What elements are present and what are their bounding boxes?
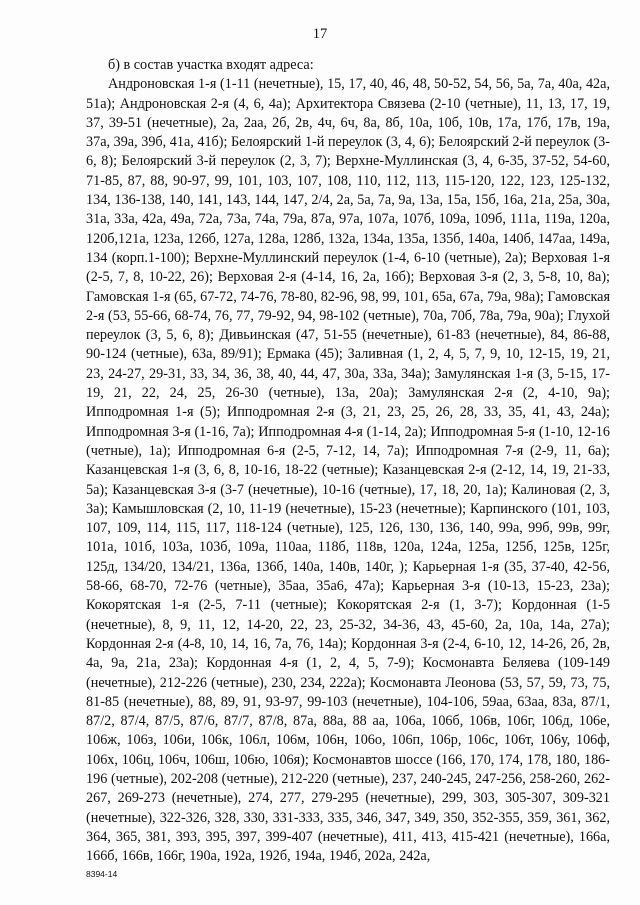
- address-list-paragraph: Андроновская 1-я (1-11 (нечетные), 15, 17, 40, 46, 48, 50-52, 54, 56, 5а, 7а, 40а, 42а, 51а); Андроновская 2-я (4, 6, 4а); Архитектора Связева (2-10 (четные), 11, 13, 17, 19, 37, 39-51 (нечетные), 2а, 2аа, 2б, 2в, 4ч, 6ч, 8а, 8б, 10а, 10б, 10в, 17а, 17б, 17в, 19а, 37а, 39а, 39б, 41а, 41б); Белоярский 1-й переулок (3, 4, 6); Белоярский 2-й переулок (3-6, 8); Белоярский 3-й переулок (2, 3, 7); Верхне-Муллинская (3, 4, 6-35, 37-52, 54-60, 71-85, 87, 88, 90-97, 99, 101, 103, 107, 108, 110, 112, 113, 115-120, 122, 123, 125-132, 134, 136-138, 140, 141, 143, 144, 147, 2/4, 2а, 5а, 7а, 9а, 13а, 15а, 15б, 16а, 21а, 25а, 30а, 31а, 33а, 42а, 49а, 72а, 73а, 74а, 79а, 87а, 97а, 107а, 107б, 109а, 109б, 111а, 119а, 120а, 120б,121а, 123а, 126б, 127а, 128а, 128б, 132а, 134а, 135а, 135б, 140а, 140б, 147аа, 149а, 134 (корп.1-100); Верхне-Муллинский переулок (1-4, 6-10 (четные), 2а); Верховая 1-я (2-5, 7, 8, 10-22, 26); Верховая 2-я (4-14, 16, 2а, 16б); Верховая 3-я (2, 3, 5-8, 10, 8а); Гамовская 1-я (65, 67-72, 74-76, 78-80, 82-96, 98, 99, 101, 65а, 67а, 79а, 98а); Гамовская 2-я (53, 55-66, 68-74, 76, 77, 79-92, 94, 98-102 (четные), 70а, 70б, 78а, 79а, 90а); Глухой переулок (3, 5, 6, 8); Дивьинская (47, 51-55 (нечетные), 61-83 (нечетные), 84, 86-88, 90-124 (четные), 63а, 89/91); Ермака (45); Заливная (1, 2, 4, 5, 7, 9, 10, 12-15, 19, 21, 23, 24-27, 29-31, 33, 34, 36, 38, 40, 44, 47, 30а, 33а, 34а); Замулянская 1-я (3, 5-15, 17-19, 21, 22, 24, 25, 26-30 (четные), 13а, 20а); Замулянская 2-я (2, 4-10, 9а); Ипподромная 1-я (5); Ипподромная 2-я (3, 21, 23, 25, 26, 28, 33, 35, 41, 43, 24а); Ипподромная 3-я (1-16, 7а); Ипподромная 4-я (1-14, 2а); Ипподромная 5-я (1-10, 12-16 (четные), 1а); Ипподромная 6-я (2-5, 7-12, 14, 7а); Ипподромная 7-я (2-9, 11, 6а); Казанцевская 1-я (3, 6, 8, 10-16, 18-22 (четные); Казанцевская 2-я (2-12, 14, 19, 21-33, 5а); Казанцевская 3-я (3-7 (нечетные), 10-16 (четные), 17, 18, 20, 1а); Калиновая (2, 3, 3а); Камышловская (2, 10, 11-19 (нечетные), 15-23 (нечетные); Карпинского (101, 103, 107, 109, 114, 115, 117, 118-124 (четные), 125, 126, 130, 136, 140, 99а, 99б, 99в, 99г, 101а, 101б, 103а, 103б, 109а, 110аа, 118б, 118в, 120а, 124а, 125а, 125б, 125в, 125г, 125д, 134/20, 134/21, 136а, 136б, 140а, 140в, 140г, ); Карьерная 1-я (35, 37-40, 42-56, 58-66, 68-70, 72-76 (четные), 35аа, 35а6, 47а); Карьерная 3-я (10-13, 15-23, 23а); Кокорятская 1-я (2-5, 7-11 (четные); Кокорятская 2-я (1, 3-7); Кордонная (1-5 (нечетные), 8, 9, 11, 12, 14-20, 22, 23, 25-32, 34-36, 43, 45-60, 2а, 10а, 14а, 27а); Кордонная 2-я (4-8, 10, 14, 16, 7а, 76, 14а); Кордонная 3-я (2-4, 6-10, 12, 14-26, 2б, 2в, 4а, 9а, 21а, 23а); Кордонная 4-я (1, 2, 4, 5, 7-9); Космонавта Беляева (109-149 (нечетные), 212-226 (четные), 230, 234, 222а); Космонавта Леонова (53, 57, 59, 73, 75, 81-85 (нечетные), 88, 89, 91, 93-97, 99-103 (нечетные), 104-106, 59аа, 63аа, 83а, 87/1, 87/2, 87/4, 87/5, 87/6, 87/7, 87/8, 87а, 88а, 88 аа, 106а, 106б, 106в, 106г, 106д, 106е, 106ж, 106з, 106и, 106к, 106л, 106м, 106н, 106о, 106п, 106р, 106с, 106т, 106у, 106ф, 106х, 106ц, 106ч, 106ш, 106ю, 106я); Космонавтов шоссе (166, 170, 174, 178, 180, 186-196 (четные), 202-208 (четные), 212-220 (четные), 237, 240-245, 247-256, 258-260, 262-267, 269-273 (нечетные), 274, 277, 279-295 (нечетные), 299, 303, 305-307, 309-321 (нечетные), 322-326, 328, 330, 331-333, 335, 346, 347, 349, 350, 352-355, 359, 361, 362, 364, 365, 381, 393, 395, 397, 399-407 (нечетные), 411, 413, 415-421 (нечетные), 166а, 166б, 166в, 166г, 190а, 192а, 192б, 194а, 194б, 202а, 242а,: [86, 76, 610, 865]
- page-number: 17: [312, 26, 328, 42]
- document-code: 8394-14: [86, 869, 118, 879]
- intro-paragraph: б) в состав участка входят адреса:: [108, 57, 314, 73]
- document-body: [86, 56, 610, 866]
